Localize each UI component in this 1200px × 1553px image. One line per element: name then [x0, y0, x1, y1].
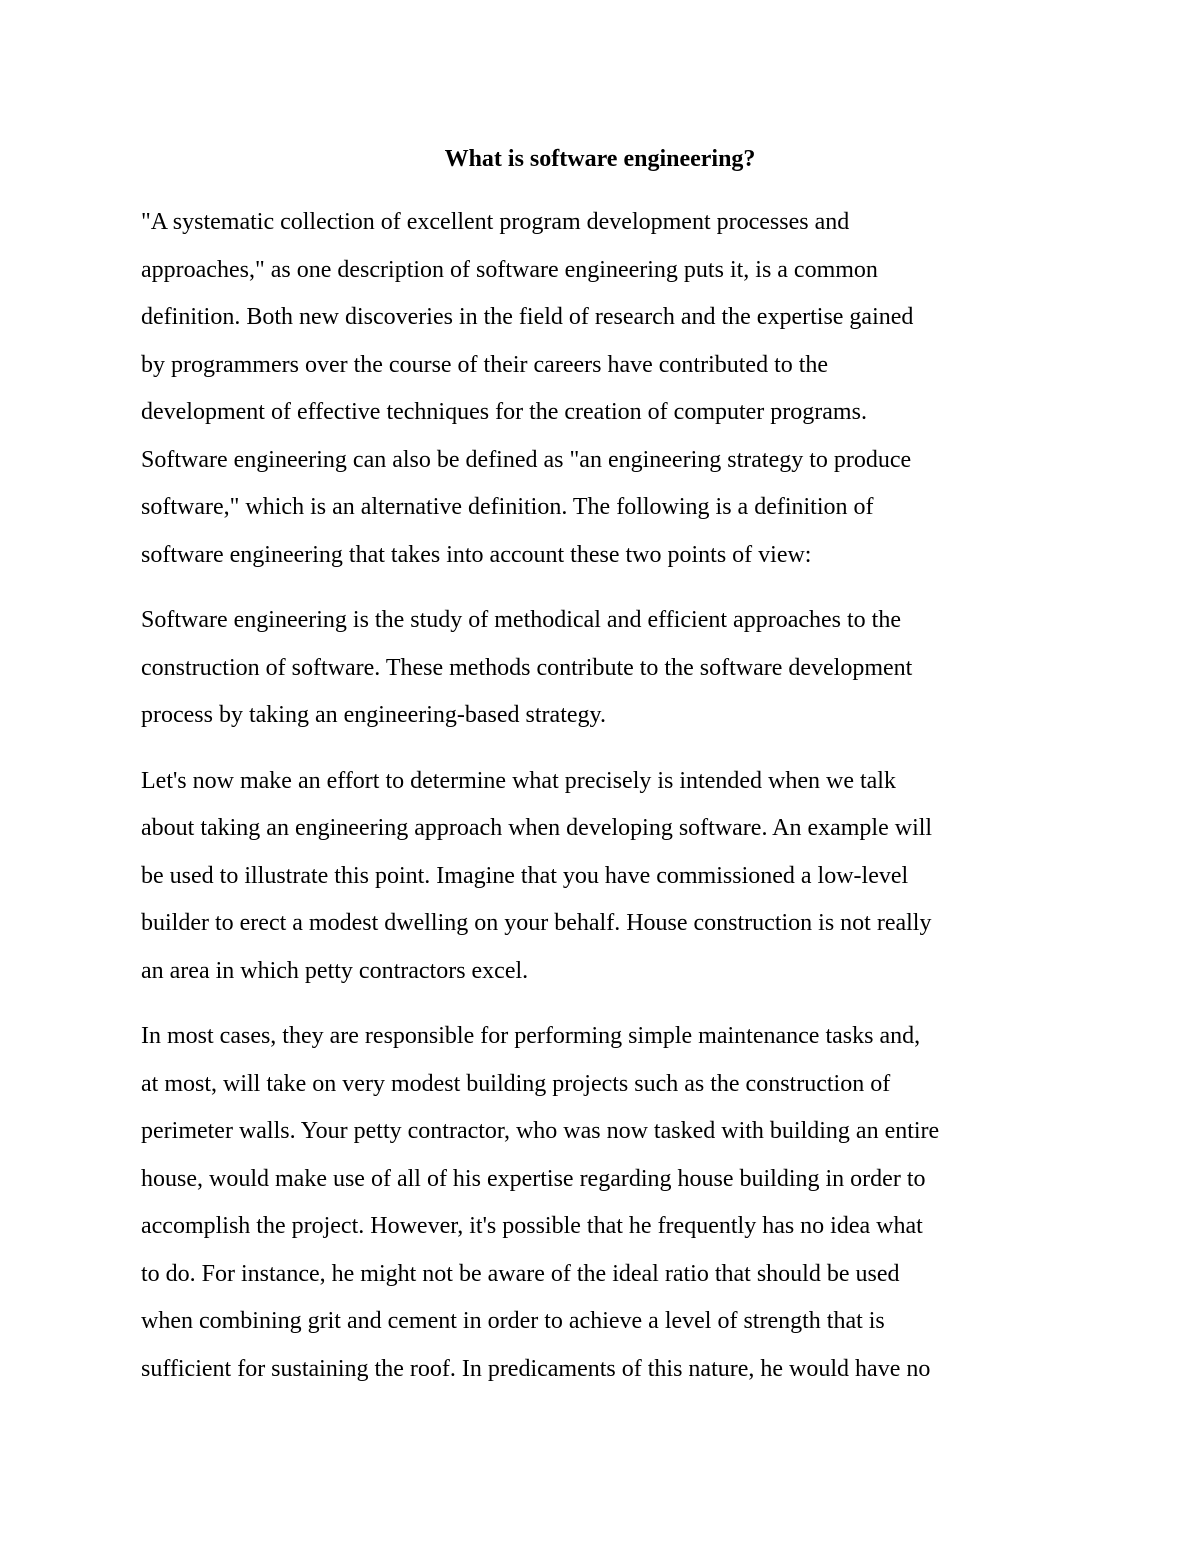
paragraph-line: builder to erect a modest dwelling on your behalf. House construction is not really [141, 910, 932, 936]
paragraph-line: "A systematic collection of excellent program development processes and [141, 209, 850, 235]
paragraph-line: Software engineering can also be defined as "an engineering strategy to produce [141, 446, 912, 473]
paragraph-line: by programmers over the course of their careers have contributed to the [141, 351, 829, 378]
paragraph-line: process by taking an engineering-based strategy. [141, 702, 606, 728]
paragraph-line: In most cases, they are responsible for performing simple maintenance tasks and, [141, 1023, 921, 1049]
document-title: What is software engineering? [444, 146, 756, 172]
paragraph-line: accomplish the project. However, it's possible that he frequently has no idea what [141, 1213, 923, 1239]
paragraph-line: construction of software. These methods contribute to the software development [141, 654, 913, 681]
paragraph-2 [141, 597, 1059, 740]
document-body [141, 140, 1059, 1411]
paragraph-line: when combining grit and cement in order to achieve a level of strength that is [141, 1308, 885, 1334]
paragraph-line: sufficient for sustaining the roof. In predicaments of this nature, he would have no [141, 1355, 931, 1382]
paragraph-3 [141, 758, 1059, 996]
paragraph-line: perimeter walls. Your petty contractor, who was now tasked with building an entire [141, 1118, 940, 1144]
paragraph-line: at most, will take on very modest building projects such as the construction of [141, 1070, 891, 1097]
paragraph-line: to do. For instance, he might not be aware of the ideal ratio that should be used [141, 1260, 900, 1287]
paragraph-line: Let's now make an effort to determine what precisely is intended when we talk [141, 767, 896, 794]
paragraph-line: an area in which petty contractors excel. [141, 957, 529, 984]
paragraph-line: house, would make use of all of his expertise regarding house building in order to [141, 1165, 926, 1192]
paragraph-line: be used to illustrate this point. Imagine that you have commissioned a low-level [141, 862, 909, 889]
paragraph-line: about taking an engineering approach when developing software. An example will [141, 815, 933, 841]
paragraph-line: Software engineering is the study of methodical and efficient approaches to the [141, 607, 901, 633]
paragraph-4 [141, 1013, 1059, 1393]
paragraph-line: software," which is an alternative definition. The following is a definition of [141, 494, 874, 520]
paragraph-line: software engineering that takes into account these two points of view: [141, 541, 812, 568]
paragraph-line: definition. Both new discoveries in the field of research and the expertise gained [141, 304, 914, 330]
paragraph-line: approaches," as one description of software engineering puts it, is a common [141, 256, 878, 283]
paragraph-1 [141, 199, 1059, 579]
paragraph-line: development of effective techniques for the creation of computer programs. [141, 399, 867, 425]
